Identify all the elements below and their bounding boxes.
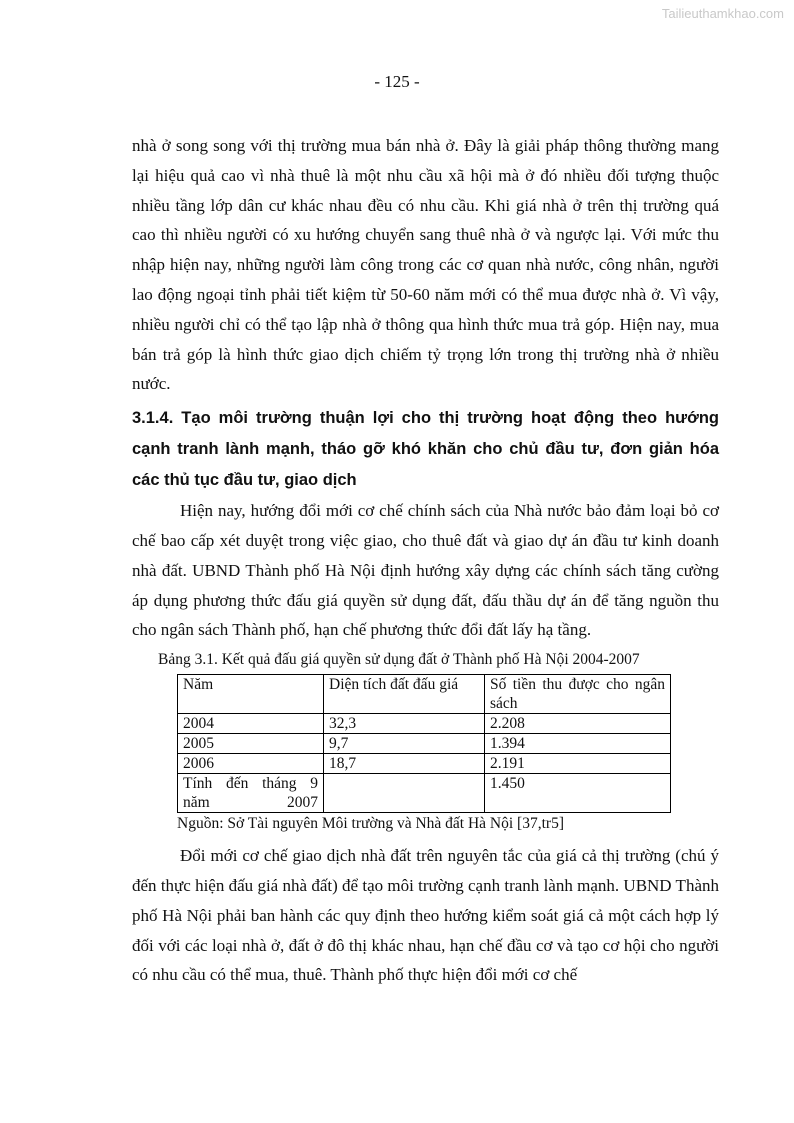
cell-year: Tính đến tháng 9 năm 2007 (178, 774, 324, 813)
section-heading-3-1-4: 3.1.4. Tạo môi trường thuận lợi cho thị trường hoạt động theo hướng cạnh tranh lành mạnh, tháo gỡ khó khăn cho chủ đầu tư, đơn giản hóa các thủ tục đầu tư, giao dịch (132, 409, 719, 490)
cell-year: 2006 (178, 754, 324, 774)
cell-area: 9,7 (324, 734, 485, 754)
table-row (178, 714, 671, 734)
header-area: Diện tích đất đấu giá (324, 675, 485, 714)
land-auction-table (177, 674, 671, 813)
table-caption: Bảng 3.1. Kết quả đấu giá quyền sử dụng đất ở Thành phố Hà Nội 2004-2007 (158, 651, 640, 669)
watermark-text: Tailieuthamkhao.com (661, 6, 784, 21)
paragraph-housing-rental: nhà ở song song với thị trường mua bán nhà ở. Đây là giải pháp thông thường mang lại hiệu quả cao vì nhà thuê là một nhu cầu xã hội mà ở đó nhiều đối tượng thuộc nhiều tầng lớp dân cư khác nhau đều có nhu cầu. Khi giá nhà ở trên thị trường quá cao thì nhiều người có xu hướng chuyển sang thuê nhà ở và ngược lại. Với mức thu nhập hiện nay, những người làm công trong các cơ quan nhà nước, công nhân, người lao động ngoại tỉnh phải tiết kiệm từ 50-60 năm mới có thể mua được nhà ở. Vì vậy, nhiều người chỉ có thể tạo lập nhà ở thông qua hình thức mua trả góp. Hiện nay, mua bán trả góp là hình thức giao dịch chiếm tỷ trọng lớn trong thị trường nhà ở nhiều nước. (132, 136, 719, 394)
cell-year: 2004 (178, 714, 324, 734)
document-body (132, 131, 719, 990)
cell-area: 32,3 (324, 714, 485, 734)
table-row (178, 754, 671, 774)
table-row (178, 734, 671, 754)
cell-revenue: 2.191 (485, 754, 671, 774)
table-source: Nguồn: Sở Tài nguyên Môi trường và Nhà đất Hà Nội [37,tr5] (177, 815, 564, 833)
page-number: - 125 - (374, 72, 420, 91)
cell-area (324, 774, 485, 813)
cell-revenue: 2.208 (485, 714, 671, 734)
cell-revenue: 1.394 (485, 734, 671, 754)
cell-year: 2005 (178, 734, 324, 754)
paragraph-market-mechanism: Đổi mới cơ chế giao dịch nhà đất trên nguyên tắc của giá cả thị trường (chú ý đến thực hiện đấu giá nhà đất) để tạo môi trường cạnh tranh lành mạnh. UBND Thành phố Hà Nội phải ban hành các quy định theo hướng kiểm soát giá cả một cách hợp lý đối với các loại nhà ở, đất ở đô thị khác nhau, hạn chế đầu cơ và tạo cơ hội cho người có nhu cầu có thể mua, thuê. Thành phố thực hiện đổi mới cơ chế (132, 846, 719, 985)
header-revenue: Số tiền thu được cho ngân sách (485, 675, 671, 714)
header-year: Năm (178, 675, 324, 714)
table-row (178, 774, 671, 813)
paragraph-policy-reform: Hiện nay, hướng đổi mới cơ chế chính sách của Nhà nước bảo đảm loại bỏ cơ chế bao cấp xét duyệt trong việc giao, cho thuê đất và giao dự án đầu tư kinh doanh nhà đất. UBND Thành phố Hà Nội định hướng xây dựng các chính sách tăng cường áp dụng phương thức đấu giá quyền sử dụng đất, đấu thầu dự án để tăng nguồn thu cho ngân sách Thành phố, hạn chế phương thức đổi đất lấy hạ tầng. (132, 501, 719, 640)
cell-area: 18,7 (324, 754, 485, 774)
cell-revenue: 1.450 (485, 774, 671, 813)
table-header-row (178, 675, 671, 714)
